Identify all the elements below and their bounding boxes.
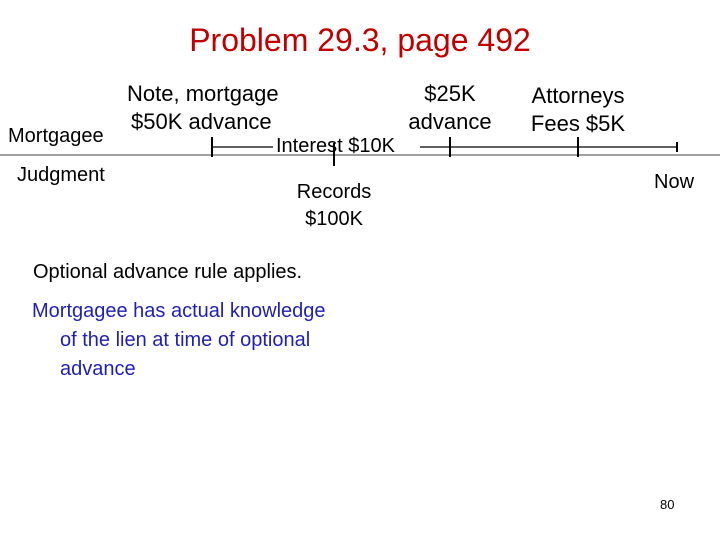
hundred-k-label: $100K — [305, 208, 363, 230]
rule-text: Optional advance rule applies. — [33, 261, 303, 283]
twenty-five-k-label: $25K — [424, 81, 476, 106]
interest-label: Interest $10K — [276, 135, 395, 157]
now-label: Now — [654, 171, 695, 193]
attorneys-fees-label: Fees $5K — [530, 111, 626, 136]
page-number: 80 — [660, 497, 675, 512]
fifty-k-advance-label: $50K advance — [131, 109, 272, 134]
note-mortgage-label: Note, mortgage — [127, 81, 279, 106]
records-label: Records — [296, 181, 372, 203]
advance-label: advance — [408, 109, 492, 134]
knowledge-line-2: of the lien at time of optional — [60, 329, 311, 351]
judgment-label: Judgment — [17, 164, 105, 186]
slide-title: Problem 29.3, page 492 — [189, 22, 531, 58]
mortgagee-label: Mortgagee — [8, 125, 104, 147]
knowledge-line-3: advance — [60, 358, 136, 380]
attorneys-label: Attorneys — [531, 83, 625, 108]
knowledge-line-1: Mortgagee has actual knowledge — [32, 300, 326, 322]
